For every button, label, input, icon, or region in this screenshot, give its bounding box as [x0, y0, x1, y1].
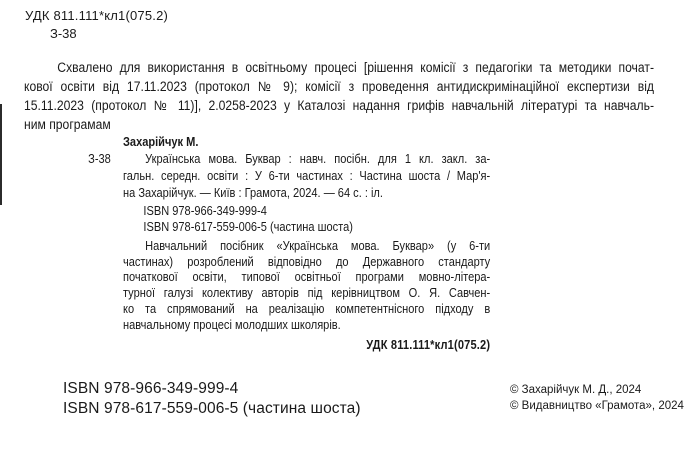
bibliographic-description	[123, 150, 490, 201]
copyright-line: © Видавництво «Грамота», 2024	[510, 400, 684, 412]
footer-isbn-list	[63, 379, 361, 419]
description-line: на Захарійчук. — Київ : Грамота, 2024. — 64 с. : іл.	[123, 185, 383, 200]
annotation-line: ко та спрямований на реалізацію компетентнісного підходу в	[123, 300, 491, 316]
description-line: гальн. середн. освіти : У 6-ти частинах : Частина шоста / Мар'я-	[123, 168, 491, 183]
approval-paragraph	[24, 58, 654, 134]
approval-line: ним програмам	[24, 117, 111, 132]
approval-line: Схвалено для використання в освітньому процесі [рішення комісії з педагогіки та методики почат-	[57, 60, 655, 75]
annotation-line: навчальному процесі молодших школярів.	[123, 316, 341, 332]
approval-line: 15.11.2023 (протокол № 11)], 2.0258-2023 у Каталозі надання грифів навчальній літературі та навчаль-	[24, 98, 654, 113]
author-sign-code-top: З-38	[50, 26, 77, 41]
isbn-line: ISBN 978-617-559-006-5 (частина шоста)	[143, 219, 353, 234]
annotation-line: турної галузі колективу авторів під керівництвом О. Я. Савчен-	[123, 285, 491, 301]
annotation-line: початкової освіти, типової освітньої програми мовно-літера-	[123, 269, 491, 285]
udk-number-top: УДК 811.111*кл1(075.2)	[25, 8, 169, 23]
catalog-card	[88, 133, 491, 353]
annotation-paragraph	[123, 238, 490, 332]
annotation-line: Навчальний посібник «Українська мова. Буквар» (у 6-ти	[145, 238, 491, 253]
copyright-line: © Захарійчук М. Д., 2024	[510, 384, 642, 396]
catalog-author-heading: Захарійчук М.	[123, 134, 199, 149]
footer-isbn-line: ISBN 978-966-349-999-4	[63, 380, 239, 397]
footer-isbn-line: ISBN 978-617-559-006-5 (частина шоста)	[63, 400, 361, 417]
catalog-index-code: З-38	[88, 151, 111, 166]
approval-line: кової освіти від 17.11.2023 (протокол № 9); комісії з проведення антидискримінаційної експертизи від	[24, 79, 654, 94]
scan-edge-artifact	[0, 104, 2, 205]
description-line: Українська мова. Буквар : навч. посібн. для 1 кл. закл. за-	[145, 151, 491, 166]
annotation-line: частинах) розроблений відповідно до Державного стандарту	[123, 253, 491, 269]
isbn-line: ISBN 978-966-349-999-4	[143, 203, 267, 218]
copyright-block	[510, 382, 684, 414]
udk-number-bottom: УДК 811.111*кл1(075.2)	[366, 337, 491, 353]
isbn-list	[123, 203, 490, 235]
